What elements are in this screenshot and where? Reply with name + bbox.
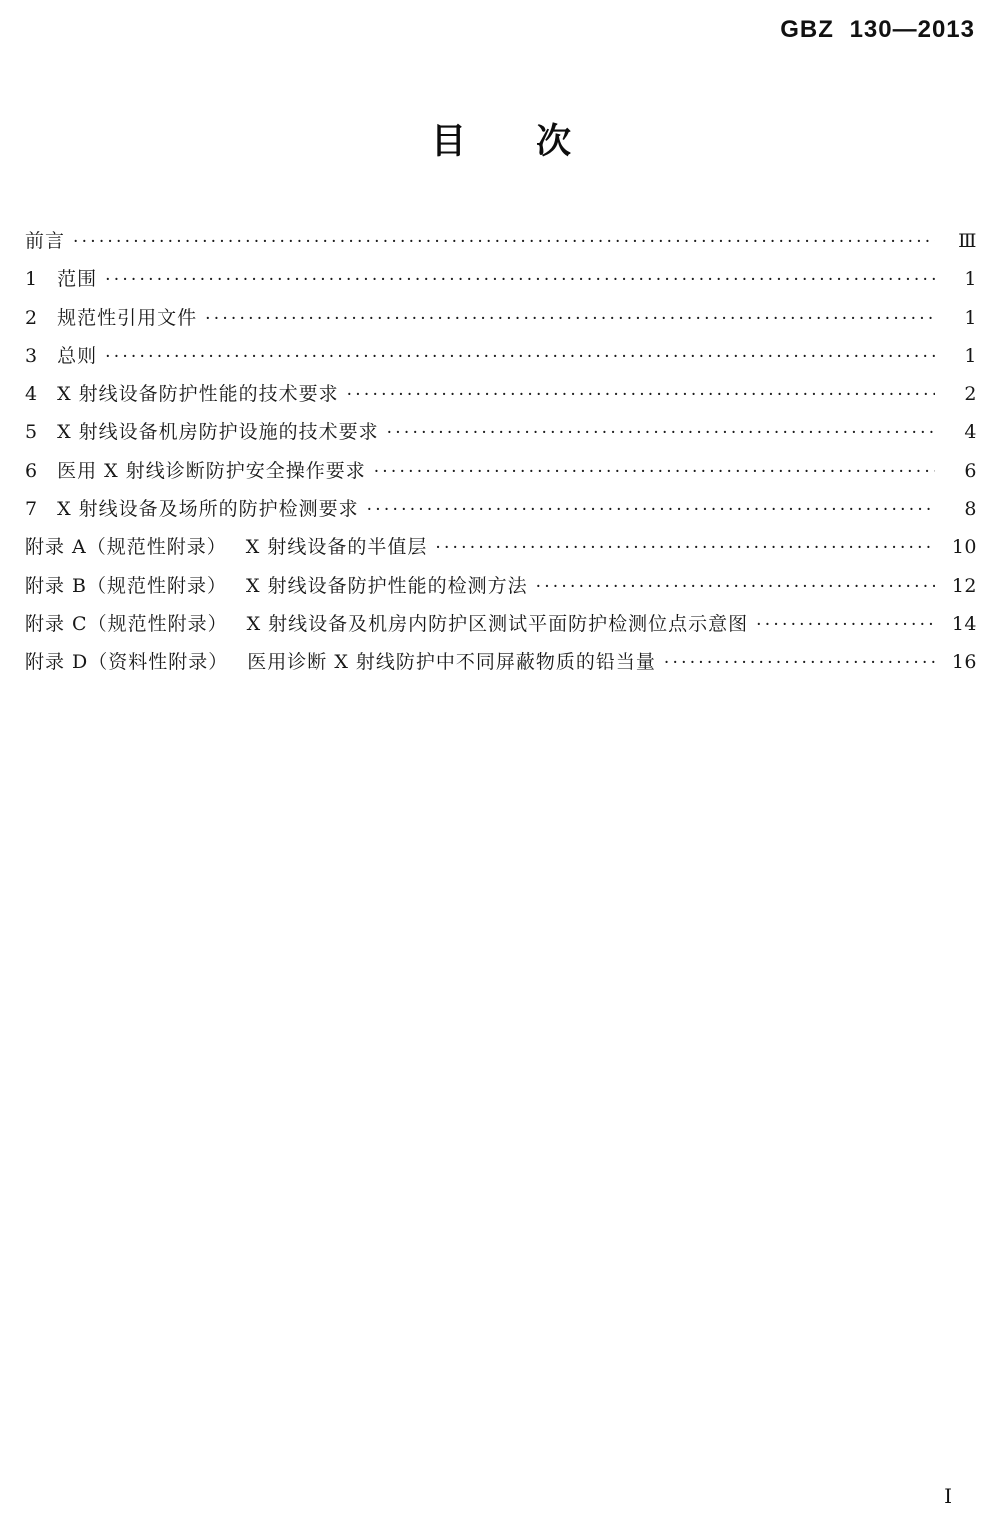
toc-dot-leader — [387, 414, 935, 452]
toc-entry-page: 1 — [964, 344, 977, 367]
table-of-contents — [25, 222, 977, 682]
toc-entry-number: 7 — [25, 498, 39, 521]
toc-entry-title: 总则 — [57, 344, 98, 367]
toc-entry — [25, 260, 977, 298]
toc-entry-title: X 射线设备防护性能的检测方法 — [246, 574, 528, 597]
toc-entry-number: 6 — [25, 459, 39, 482]
toc-entry-page: 8 — [964, 498, 977, 521]
toc-entry-number: 4 — [25, 383, 39, 406]
toc-dot-leader — [374, 453, 935, 491]
toc-dot-leader — [435, 529, 935, 567]
toc-dot-leader — [105, 261, 935, 299]
toc-entry — [25, 299, 977, 337]
toc-entry-page: 4 — [964, 421, 977, 444]
toc-entry-title: 前言 — [25, 230, 66, 252]
standard-code: GBZ 130—2013 — [780, 16, 975, 43]
toc-dot-leader — [664, 644, 935, 682]
toc-entry — [25, 337, 977, 375]
toc-dot-leader — [205, 300, 935, 338]
toc-entry-number: 2 — [25, 306, 39, 329]
toc-entry-title: X 射线设备及场所的防护检测要求 — [57, 498, 359, 521]
toc-entry-title: 医用 X 射线诊断防护安全操作要求 — [57, 459, 366, 482]
toc-entry — [25, 605, 977, 643]
toc-entry-title: X 射线设备的半值层 — [245, 536, 428, 559]
toc-entry-number: 附录 A（规范性附录） — [25, 536, 227, 559]
toc-entry-number: 3 — [25, 344, 39, 367]
toc-entry — [25, 528, 977, 566]
toc-entry-number: 附录 D（资料性附录） — [25, 651, 229, 674]
toc-entry-page: 1 — [964, 268, 977, 291]
toc-entry — [25, 375, 977, 413]
toc-dot-leader — [756, 606, 935, 644]
toc-entry-number: 1 — [25, 268, 39, 291]
toc-entry-title: X 射线设备防护性能的技术要求 — [57, 383, 339, 406]
toc-dot-leader — [73, 223, 935, 261]
toc-entry-title: 范围 — [57, 268, 98, 291]
toc-entry-number: 附录 C（规范性附录） — [25, 612, 228, 635]
toc-dot-leader — [367, 491, 935, 529]
toc-dot-leader — [536, 568, 935, 606]
toc-entry-number: 5 — [25, 421, 39, 444]
toc-entry — [25, 643, 977, 681]
toc-entry — [25, 413, 977, 451]
toc-entry-page: 16 — [951, 651, 977, 674]
toc-entry — [25, 567, 977, 605]
page-title: 目 次 — [430, 122, 571, 162]
toc-entry — [25, 490, 977, 528]
toc-entry-page: 2 — [964, 383, 977, 406]
toc-entry-page: 6 — [964, 459, 977, 482]
toc-entry-page: 14 — [951, 612, 977, 635]
toc-dot-leader — [347, 376, 935, 414]
footer-page-number: Ⅰ — [944, 1484, 952, 1508]
toc-entry — [25, 222, 977, 260]
toc-entry-page: 10 — [951, 536, 977, 559]
toc-dot-leader — [105, 338, 935, 376]
toc-entry-title: X 射线设备机房防护设施的技术要求 — [57, 421, 379, 444]
toc-entry-page: Ⅲ — [958, 230, 977, 252]
toc-entry — [25, 452, 977, 490]
toc-entry-title: 规范性引用文件 — [57, 306, 198, 329]
toc-entry-title: 医用诊断 X 射线防护中不同屏蔽物质的铅当量 — [247, 651, 656, 674]
toc-entry-page: 12 — [951, 574, 977, 597]
toc-entry-number: 附录 B（规范性附录） — [25, 574, 228, 597]
toc-entry-page: 1 — [964, 306, 977, 329]
toc-entry-title: X 射线设备及机房内防护区测试平面防护检测位点示意图 — [246, 612, 749, 635]
